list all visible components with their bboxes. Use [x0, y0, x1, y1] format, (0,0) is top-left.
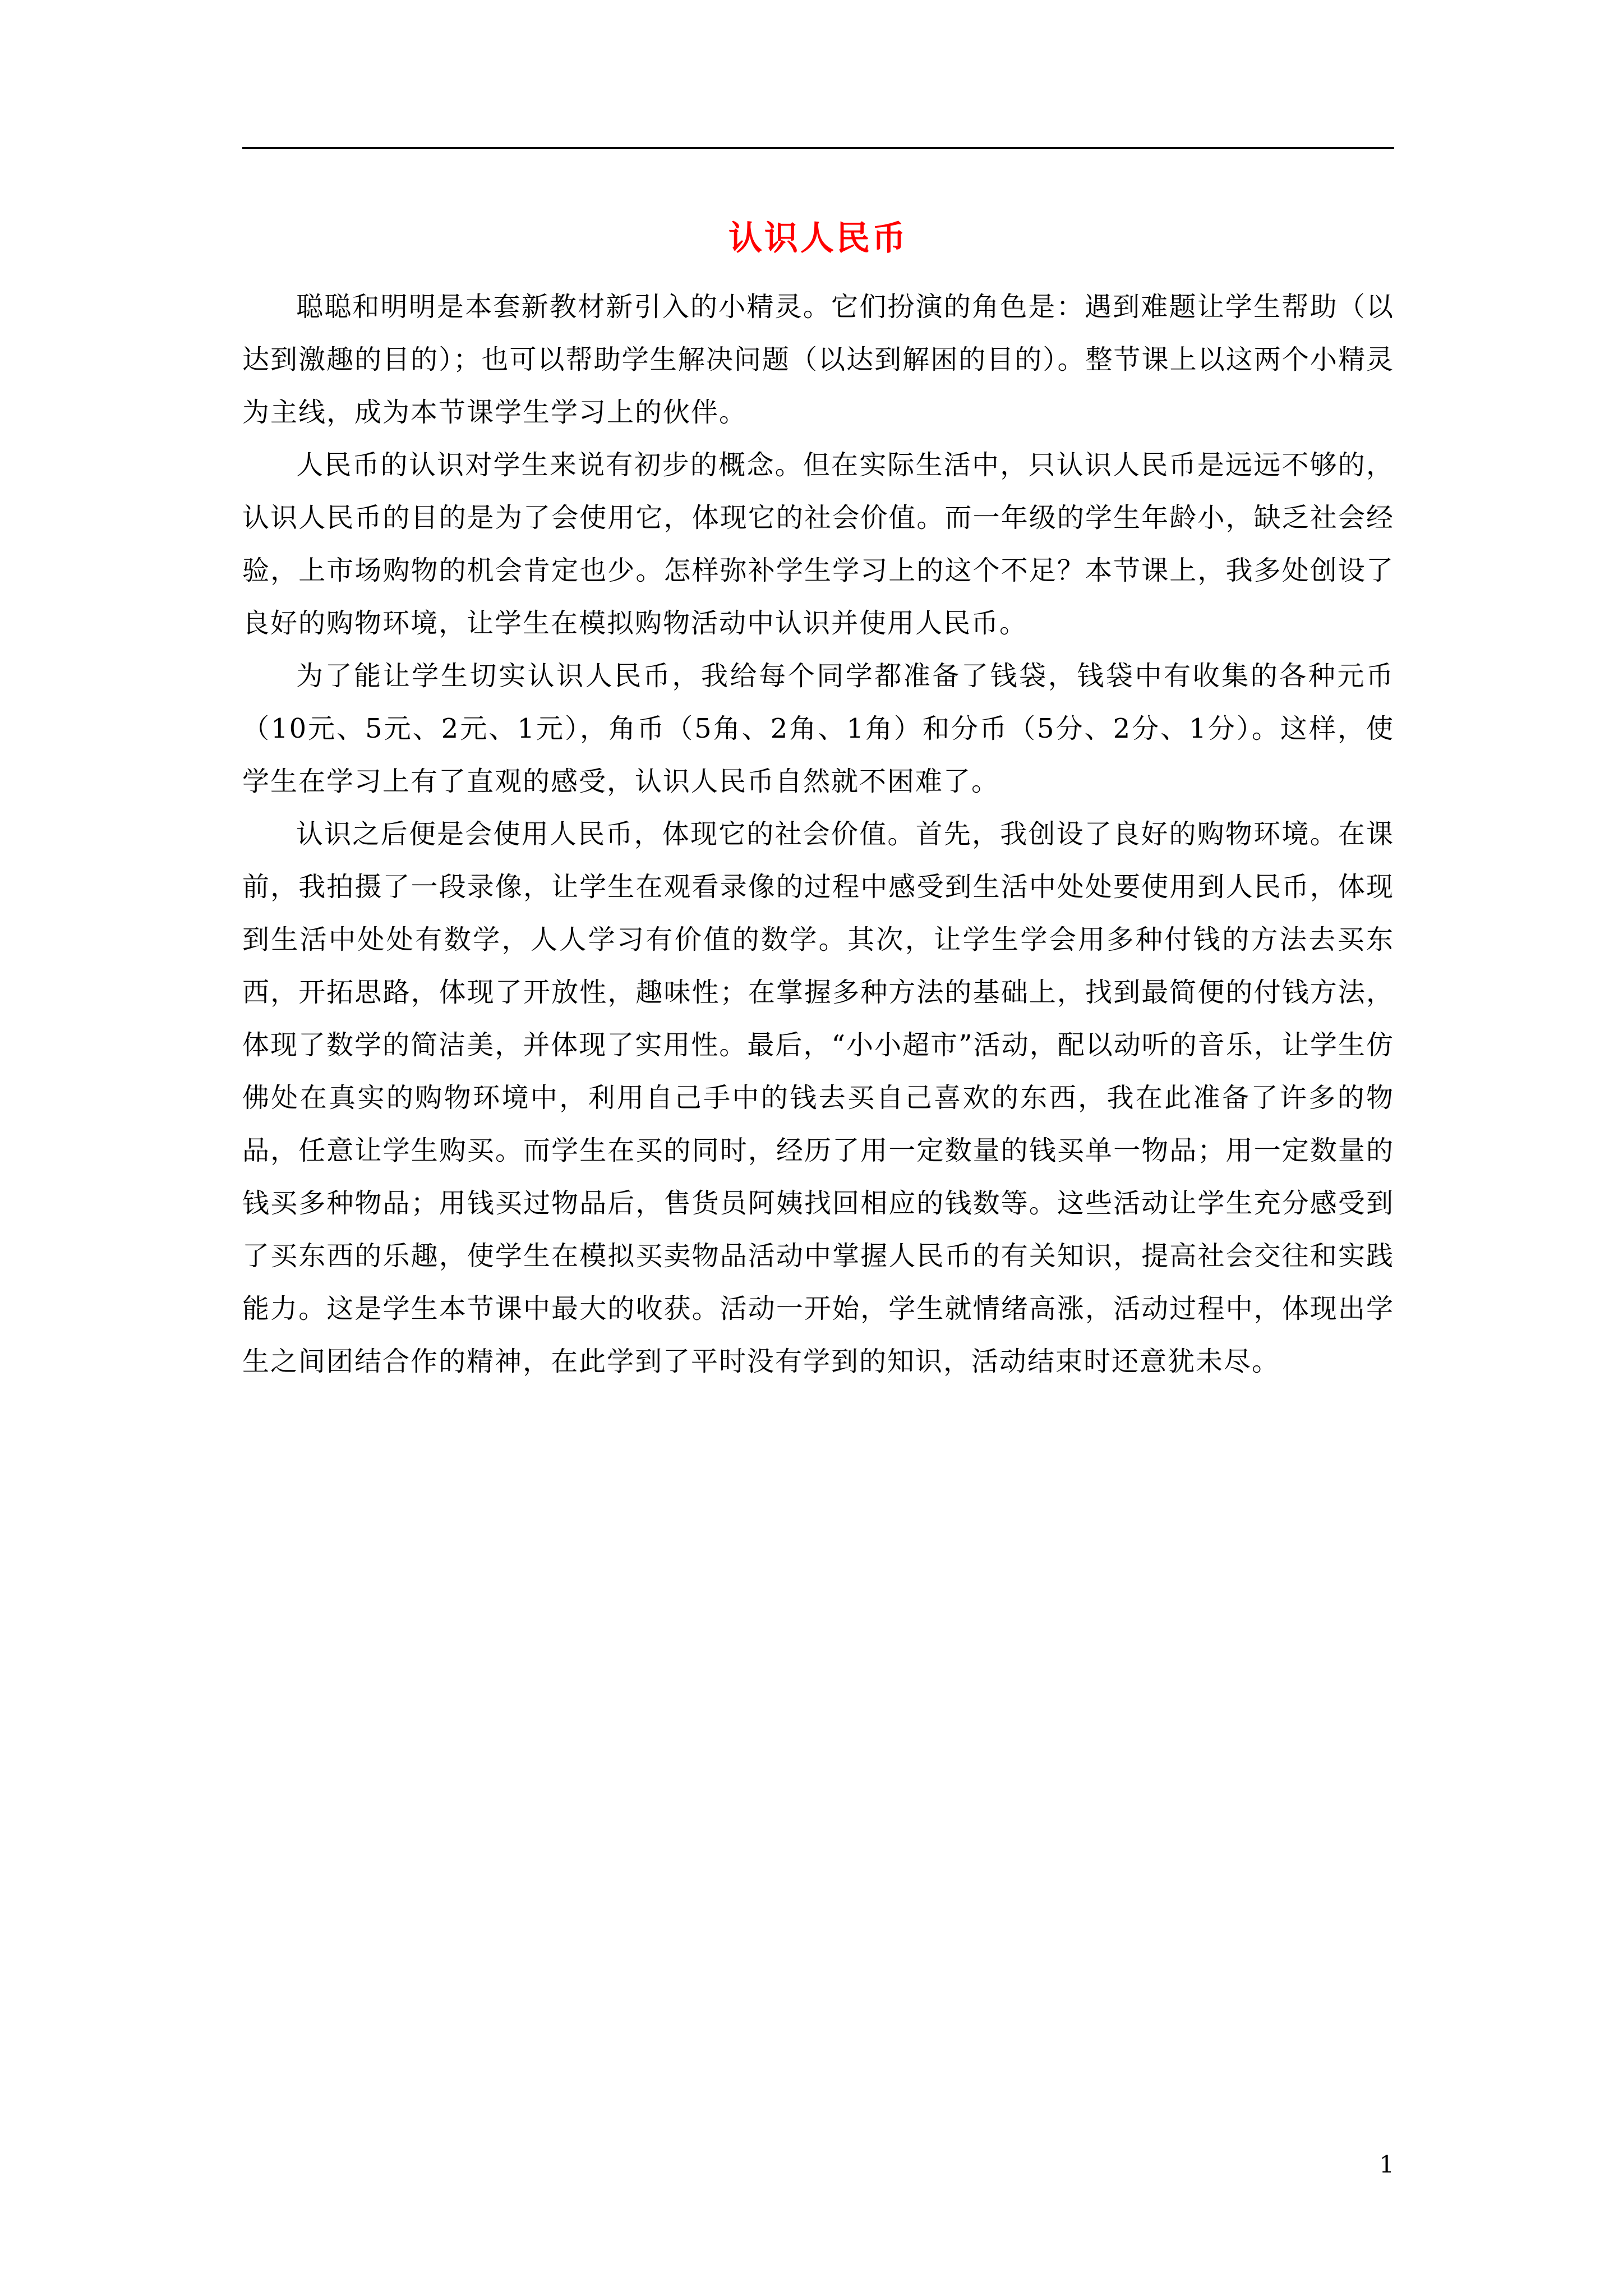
document-body [242, 280, 1394, 1388]
paragraph-3: 为了能让学生切实认识人民币，我给每个同学都准备了钱袋，钱袋中有收集的各种元币（10元、5元、2元、1元），角币（5角、2角、1角）和分币（5分、2分、1分）。这样，使学生在学习上有了直观的感受，认识人民币自然就不困难了。 [242, 660, 1394, 797]
header-rule [242, 147, 1394, 149]
document-title: 认识人民币 [728, 219, 908, 258]
page-number: 1 [1379, 2151, 1394, 2178]
paragraph-1: 聪聪和明明是本套新教材新引入的小精灵。它们扮演的角色是：遇到难题让学生帮助（以达到激趣的目的）；也可以帮助学生解决问题（以达到解困的目的）。整节课上以这两个小精灵为主线，成为本节课学生学习上的伙伴。 [242, 291, 1394, 428]
paragraph-4: 认识之后便是会使用人民币，体现它的社会价值。首先，我创设了良好的购物环境。在课前，我拍摄了一段录像，让学生在观看录像的过程中感受到生活中处处要使用到人民币，体现到生活中处处有数学，人人学习有价值的数学。其次，让学生学会用多种付钱的方法去买东西，开拓思路，体现了开放性，趣味性；在掌握多种方法的基础上，找到最简便的付钱方法，体现了数学的简洁美，并体现了实用性。最后，“小小超市”活动，配以动听的音乐，让学生仿佛处在真实的购物环境中，利用自己手中的钱去买自己喜欢的东西，我在此准备了许多的物品，任意让学生购买。而学生在买的同时，经历了用一定数量的钱买单一物品；用一定数量的钱买多种物品；用钱买过物品后，售货员阿姨找回相应的钱数等。这些活动让学生充分感受到了买东西的乐趣，使学生在模拟买卖物品活动中掌握人民币的有关知识，提高社会交往和实践能力。这是学生本节课中最大的收获。活动一开始，学生就情绪高涨，活动过程中，体现出学生之间团结合作的精神，在此学到了平时没有学到的知识，活动结束时还意犹未尽。 [242, 818, 1394, 1377]
paragraph-2: 人民币的认识对学生来说有初步的概念。但在实际生活中，只认识人民币是远远不够的，认识人民币的目的是为了会使用它，体现它的社会价值。而一年级的学生年龄小，缺乏社会经验，上市场购物的机会肯定也少。怎样弥补学生学习上的这个不足？本节课上，我多处创设了良好的购物环境，让学生在模拟购物活动中认识并使用人民币。 [242, 449, 1394, 639]
